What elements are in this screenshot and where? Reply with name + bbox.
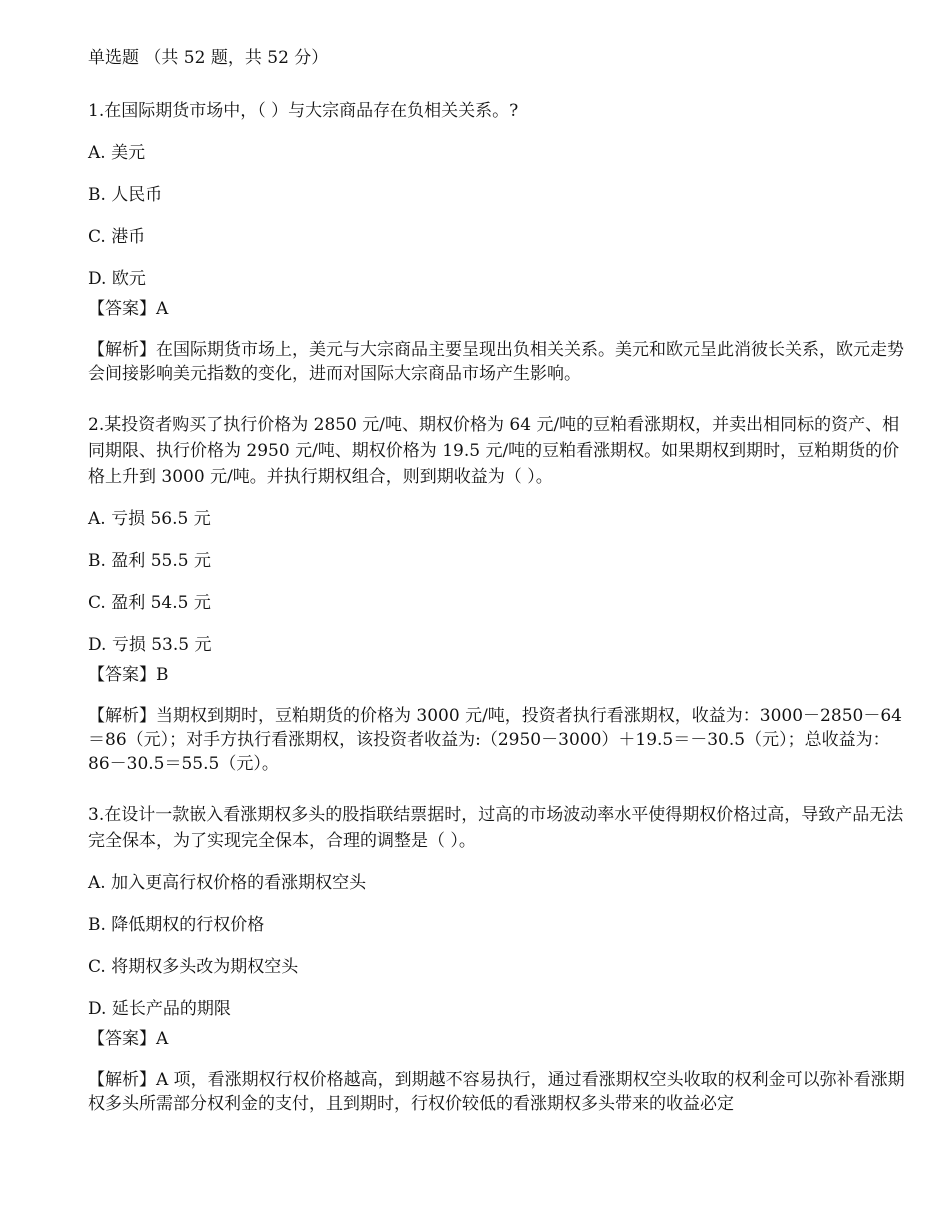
answer-line — [88, 296, 906, 322]
answer-value: B — [156, 665, 169, 685]
analysis-tag: 【解析】 — [88, 340, 156, 360]
option-b: B. 盈利 55.5 元 — [88, 551, 211, 571]
question-stem: 3.在设计一款嵌入看涨期权多头的股指联结票据时，过高的市场波动率水平使得期权价格过高，导致产品无法完全保本，为了实现完全保本，合理的调整是（ ）。 — [88, 805, 904, 851]
section-header: 单选题 （共 52 题，共 52 分） — [88, 48, 329, 68]
question-stem: 2.某投资者购买了执行价格为 2850 元/吨、期权价格为 64 元/吨的豆粕看涨期权，并卖出相同标的资产、相同期限、执行价格为 2950 元/吨、期权价格为 19.5 元/吨的豆粕看涨期权。如果期权到期时，豆粕期货的价格上升到 3000 元/吨。并执行期权组合，则到期收益为（ ）。 — [88, 415, 900, 487]
option-c: C. 港币 — [88, 227, 146, 247]
analysis-text: 在国际期货市场上，美元与大宗商品主要呈现出负相关关系。美元和欧元呈此消彼长关系，欧元走势会间接影响美元指数的变化，进而对国际大宗商品市场产生影响。 — [88, 340, 904, 384]
option-b: B. 人民币 — [88, 185, 163, 205]
analysis-paragraph — [88, 1068, 906, 1116]
option-d: D. 延长产品的期限 — [88, 999, 231, 1019]
analysis-paragraph — [88, 338, 906, 386]
answer-value: A — [156, 1029, 169, 1049]
analysis-tag: 【解析】 — [88, 1070, 156, 1090]
option-d: D. 欧元 — [88, 269, 146, 289]
option-d: D. 亏损 53.5 元 — [88, 635, 212, 655]
option-a: A. 加入更高行权价格的看涨期权空头 — [88, 873, 367, 893]
question-3 — [88, 802, 906, 1116]
option-b: B. 降低期权的行权价格 — [88, 915, 265, 935]
option-a: A. 美元 — [88, 143, 146, 163]
question-2 — [88, 412, 906, 776]
question-stem: 1.在国际期货市场中，（ ）与大宗商品存在负相关关系。? — [88, 101, 519, 121]
question-1 — [88, 98, 906, 386]
document-page — [88, 44, 906, 1142]
option-a: A. 亏损 56.5 元 — [88, 509, 211, 529]
answer-tag: 【答案】 — [88, 299, 156, 319]
analysis-tag: 【解析】 — [88, 706, 156, 726]
analysis-paragraph — [88, 704, 906, 776]
answer-line — [88, 662, 906, 688]
answer-line — [88, 1026, 906, 1052]
answer-value: A — [156, 299, 169, 319]
option-c: C. 盈利 54.5 元 — [88, 593, 211, 613]
analysis-text: 当期权到期时，豆粕期货的价格为 3000 元/吨，投资者执行看涨期权，收益为：3000－2850－64＝86（元）；对手方执行看涨期权，该投资者收益为:（2950－3000）＋19.5＝－30.5（元）；总收益为：86－30.5＝55.5（元）。 — [88, 706, 902, 774]
analysis-text: A 项，看涨期权行权价格越高，到期越不容易执行，通过看涨期权空头收取的权利金可以弥补看涨期权多头所需部分权利金的支付，且到期时，行权价较低的看涨期权多头带来的收益必定 — [88, 1070, 905, 1114]
answer-tag: 【答案】 — [88, 665, 156, 685]
answer-tag: 【答案】 — [88, 1029, 156, 1049]
option-c: C. 将期权多头改为期权空头 — [88, 957, 299, 977]
